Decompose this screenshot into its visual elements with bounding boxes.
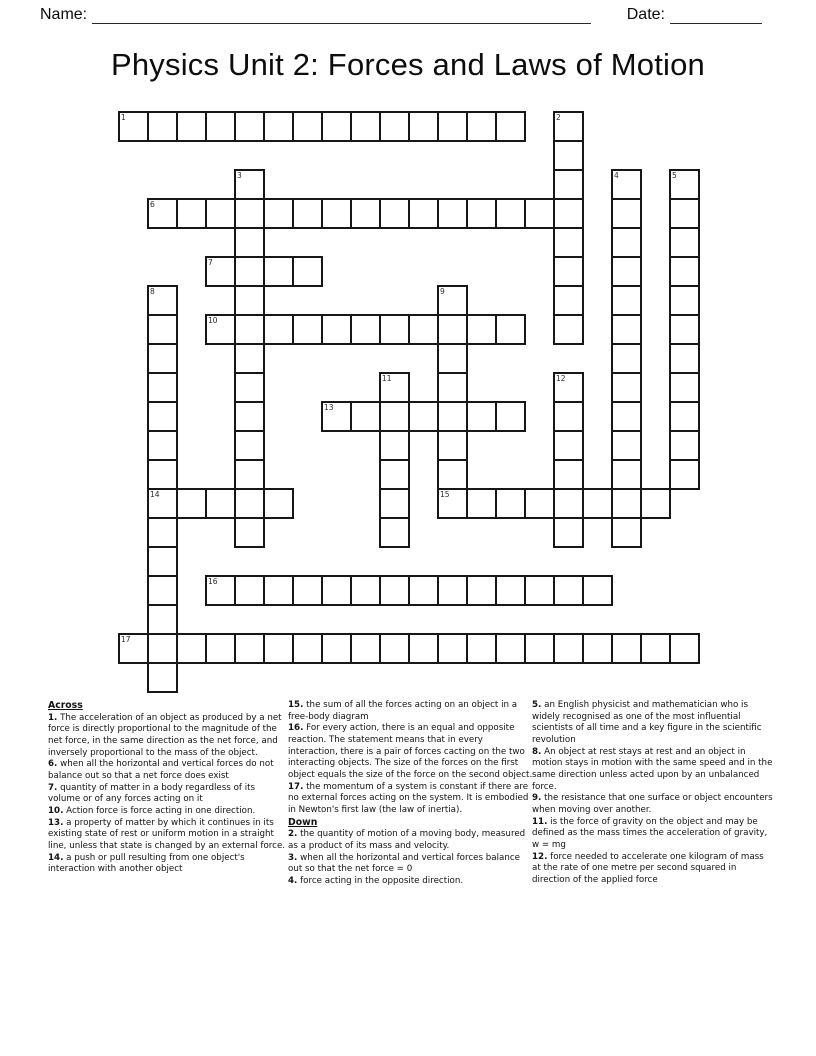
clue-number-label: 9. <box>532 793 542 804</box>
clue-1: 1. The acceleration of an object as produced by a net force is directly proportional to the magnitude of the net force, in the same direction as the net force, and inversely proportional to the mass of the object. <box>48 712 282 758</box>
clue-number-label: 10. <box>48 805 64 816</box>
crossword-cell[interactable] <box>669 256 700 287</box>
crossword-cell[interactable] <box>495 198 526 229</box>
crossword-cell[interactable] <box>495 314 526 345</box>
crossword-cell[interactable] <box>611 256 642 287</box>
crossword-cell[interactable] <box>147 488 178 519</box>
crossword-cell[interactable] <box>611 198 642 229</box>
crossword-cell[interactable] <box>437 198 468 229</box>
crossword-cell[interactable] <box>147 633 178 664</box>
crossword-cell[interactable] <box>466 198 497 229</box>
crossword-cell[interactable] <box>669 343 700 374</box>
crossword-cell[interactable] <box>553 430 584 461</box>
crossword-cell[interactable] <box>205 111 236 142</box>
crossword-cell[interactable] <box>466 575 497 606</box>
clue-4: 4. force acting in the opposite direction. <box>288 875 464 886</box>
crossword-cell[interactable] <box>611 227 642 258</box>
clue-17: 17. the momentum of a system is constant if there are no external forces acting on the system. It is embodied in Newton's first law (the law of inertia). <box>288 781 529 815</box>
crossword-cell[interactable] <box>437 372 468 403</box>
clue-number-label: 5. <box>532 700 542 710</box>
crossword-cell[interactable] <box>611 459 642 490</box>
crossword-cell[interactable] <box>321 111 352 142</box>
crossword-cell[interactable] <box>524 575 555 606</box>
crossword-cell[interactable] <box>553 401 584 432</box>
crossword-cell[interactable] <box>147 285 178 316</box>
cell-clue-number: 1 <box>121 113 126 122</box>
crossword-cell[interactable] <box>437 488 468 519</box>
crossword-cell[interactable] <box>553 372 584 403</box>
crossword-cell[interactable] <box>205 488 236 519</box>
cell-clue-number: 4 <box>614 171 619 180</box>
crossword-cell[interactable] <box>524 633 555 664</box>
clue-number-label: 14. <box>48 852 64 863</box>
crossword-cell[interactable] <box>118 633 149 664</box>
crossword-cell[interactable] <box>669 430 700 461</box>
crossword-cell[interactable] <box>234 314 265 345</box>
crossword-cell[interactable] <box>205 256 236 287</box>
crossword-cell[interactable] <box>234 169 265 200</box>
crossword-cell[interactable] <box>437 343 468 374</box>
crossword-cell[interactable] <box>495 633 526 664</box>
crossword-cell[interactable] <box>408 111 439 142</box>
clue-11: 11. is the force of gravity on the object and may be defined as the mass times the acceleration of gravity, w = mg <box>532 816 768 850</box>
crossword-cell[interactable] <box>669 314 700 345</box>
date-label: Date: <box>626 6 665 23</box>
clue-number-label: 2. <box>288 829 298 840</box>
clue-6: 6. when all the horizontal and vertical forces do not balance out so that a net force does exist <box>48 759 274 781</box>
crossword-cell[interactable] <box>553 111 584 142</box>
crossword-cell[interactable] <box>437 459 468 490</box>
crossword-grid <box>118 111 700 693</box>
cell-clue-number: 11 <box>382 374 392 383</box>
crossword-cell[interactable] <box>176 111 207 142</box>
crossword-cell[interactable] <box>582 633 613 664</box>
crossword-cell[interactable] <box>234 285 265 316</box>
crossword-cell[interactable] <box>234 459 265 490</box>
crossword-cell[interactable] <box>147 517 178 548</box>
clue-number-label: 13. <box>48 817 64 828</box>
clue-13: 13. a property of matter by which it continues in its existing state of rest or uniform motion in a straight line, unless that state is changed by an external force. <box>48 817 286 851</box>
clue-number-label: 6. <box>48 759 58 770</box>
crossword-cell[interactable] <box>263 256 294 287</box>
crossword-cell[interactable] <box>466 111 497 142</box>
crossword-cell[interactable] <box>147 459 178 490</box>
crossword-cell[interactable] <box>437 575 468 606</box>
crossword-cell[interactable] <box>553 488 584 519</box>
crossword-cell[interactable] <box>495 488 526 519</box>
crossword-cell[interactable] <box>379 314 410 345</box>
clue-number-label: 12. <box>532 851 548 862</box>
crossword-cell[interactable] <box>292 575 323 606</box>
crossword-cell[interactable] <box>292 633 323 664</box>
crossword-cell[interactable] <box>263 633 294 664</box>
crossword-cell[interactable] <box>234 517 265 548</box>
crossword-cell[interactable] <box>263 314 294 345</box>
crossword-cell[interactable] <box>437 401 468 432</box>
crossword-cell[interactable] <box>553 140 584 171</box>
crossword-cell[interactable] <box>553 227 584 258</box>
clue-number-label: 4. <box>288 875 298 886</box>
cell-clue-number: 7 <box>208 258 213 267</box>
clue-14: 14. a push or pull resulting from one object's interaction with another object <box>48 852 245 875</box>
clue-number-label: 16. <box>288 723 304 734</box>
cell-clue-number: 17 <box>121 635 131 644</box>
crossword-cell[interactable] <box>118 111 149 142</box>
crossword-cell[interactable] <box>350 198 381 229</box>
crossword-cell[interactable] <box>350 401 381 432</box>
crossword-cell[interactable] <box>553 633 584 664</box>
crossword-cell[interactable] <box>350 633 381 664</box>
crossword-cell[interactable] <box>553 169 584 200</box>
crossword-cell[interactable] <box>611 430 642 461</box>
clue-12: 12. force needed to accelerate one kilogram of mass at the rate of one metre per second squared in direction of the applied force <box>532 851 764 885</box>
crossword-cell[interactable] <box>176 198 207 229</box>
crossword-cell[interactable] <box>234 430 265 461</box>
crossword-cell[interactable] <box>379 372 410 403</box>
crossword-cell[interactable] <box>611 285 642 316</box>
crossword-cell[interactable] <box>263 198 294 229</box>
crossword-cell[interactable] <box>379 575 410 606</box>
crossword-cell[interactable] <box>553 459 584 490</box>
crossword-cell[interactable] <box>234 401 265 432</box>
crossword-cell[interactable] <box>234 111 265 142</box>
crossword-cell[interactable] <box>553 198 584 229</box>
crossword-cell[interactable] <box>466 314 497 345</box>
crossword-cell[interactable] <box>147 198 178 229</box>
clue-number-label: 1. <box>48 712 58 723</box>
crossword-cell[interactable] <box>611 314 642 345</box>
crossword-cell[interactable] <box>321 198 352 229</box>
crossword-cell[interactable] <box>379 430 410 461</box>
crossword-cell[interactable] <box>205 314 236 345</box>
crossword-cell[interactable] <box>524 198 555 229</box>
crossword-cell[interactable] <box>147 314 178 345</box>
clue-5: 5. an English physicist and mathematician who is widely recognised as one of the most influential scientists of all time and a key figure in the scientific revolution <box>532 700 762 745</box>
crossword-cell[interactable] <box>669 285 700 316</box>
crossword-cell[interactable] <box>176 488 207 519</box>
clue-number-label: 3. <box>288 852 298 863</box>
down-clues-header: Down <box>288 816 318 828</box>
crossword-cell[interactable] <box>611 488 642 519</box>
crossword-cell[interactable] <box>582 488 613 519</box>
name-date-row <box>40 5 762 24</box>
crossword-cell[interactable] <box>553 256 584 287</box>
crossword-cell[interactable] <box>205 633 236 664</box>
cell-clue-number: 15 <box>440 490 450 499</box>
crossword-cell[interactable] <box>669 401 700 432</box>
crossword-cell[interactable] <box>669 633 700 664</box>
clues-column-3 <box>532 700 775 887</box>
crossword-cell[interactable] <box>466 401 497 432</box>
crossword-cell[interactable] <box>379 111 410 142</box>
clue-number-label: 7. <box>48 782 58 793</box>
crossword-cell[interactable] <box>205 198 236 229</box>
clue-8: 8. An object at rest stays at rest and an object in motion stays in motion with the same speed and in the same direction unless acted upon by an unbalanced force. <box>532 746 773 792</box>
crossword-cell[interactable] <box>582 575 613 606</box>
cell-clue-number: 6 <box>150 200 155 209</box>
crossword-cell[interactable] <box>234 372 265 403</box>
crossword-cell[interactable] <box>176 633 207 664</box>
crossword-cell[interactable] <box>147 372 178 403</box>
crossword-cell[interactable] <box>147 401 178 432</box>
crossword-cell[interactable] <box>408 314 439 345</box>
crossword-cell[interactable] <box>466 488 497 519</box>
crossword-cell[interactable] <box>379 517 410 548</box>
name-blank-line[interactable] <box>92 6 591 24</box>
crossword-cell[interactable] <box>263 111 294 142</box>
crossword-cell[interactable] <box>611 401 642 432</box>
cell-clue-number: 8 <box>150 287 155 296</box>
clue-number-label: 11. <box>532 816 548 827</box>
crossword-cell[interactable] <box>292 256 323 287</box>
crossword-cell[interactable] <box>495 111 526 142</box>
crossword-cell[interactable] <box>292 111 323 142</box>
crossword-cell[interactable] <box>669 227 700 258</box>
cell-clue-number: 12 <box>556 374 566 383</box>
cell-clue-number: 16 <box>208 577 218 586</box>
crossword-cell[interactable] <box>640 633 671 664</box>
crossword-cell[interactable] <box>495 401 526 432</box>
crossword-cell[interactable] <box>669 372 700 403</box>
crossword-cell[interactable] <box>234 256 265 287</box>
crossword-cell[interactable] <box>669 169 700 200</box>
crossword-cell[interactable] <box>321 633 352 664</box>
crossword-cell[interactable] <box>466 633 497 664</box>
clue-number-label: 17. <box>288 781 304 792</box>
crossword-cell[interactable] <box>379 198 410 229</box>
crossword-cell[interactable] <box>408 401 439 432</box>
crossword-cell[interactable] <box>408 575 439 606</box>
page-title: Physics Unit 2: Forces and Laws of Motion <box>110 47 705 82</box>
clue-number-label: 8. <box>532 746 542 757</box>
crossword-cell[interactable] <box>234 198 265 229</box>
cell-clue-number: 14 <box>150 490 160 499</box>
cell-clue-number: 3 <box>237 171 242 180</box>
crossword-cell[interactable] <box>263 488 294 519</box>
date-blank-line[interactable] <box>670 6 762 24</box>
crossword-cell[interactable] <box>147 111 178 142</box>
crossword-cell[interactable] <box>611 372 642 403</box>
crossword-cell[interactable] <box>553 314 584 345</box>
crossword-cell[interactable] <box>379 488 410 519</box>
crossword-cell[interactable] <box>379 633 410 664</box>
crossword-cell[interactable] <box>234 488 265 519</box>
crossword-cell[interactable] <box>379 459 410 490</box>
crossword-cell[interactable] <box>408 198 439 229</box>
crossword-cell[interactable] <box>350 314 381 345</box>
crossword-cell[interactable] <box>495 575 526 606</box>
clue-number-label: 15. <box>288 700 304 710</box>
cell-clue-number: 9 <box>440 287 445 296</box>
crossword-cell[interactable] <box>611 517 642 548</box>
crossword-cell[interactable] <box>234 575 265 606</box>
crossword-cell[interactable] <box>408 633 439 664</box>
cell-clue-number: 10 <box>208 316 218 325</box>
crossword-cell[interactable] <box>379 401 410 432</box>
crossword-cell[interactable] <box>437 111 468 142</box>
crossword-cell[interactable] <box>292 198 323 229</box>
crossword-cell[interactable] <box>524 488 555 519</box>
clue-2: 2. the quantity of motion of a moving body, measured as a product of its mass and velocity. <box>288 829 526 851</box>
crossword-cell[interactable] <box>147 546 178 577</box>
clue-7: 7. quantity of matter in a body regardless of its volume or of any forces acting on it <box>48 782 256 805</box>
crossword-cell[interactable] <box>321 401 352 432</box>
cell-clue-number: 13 <box>324 403 334 412</box>
crossword-cell[interactable] <box>147 604 178 635</box>
crossword-cell[interactable] <box>350 575 381 606</box>
crossword-cell[interactable] <box>553 575 584 606</box>
crossword-cell[interactable] <box>147 430 178 461</box>
crossword-cell[interactable] <box>234 227 265 258</box>
clue-10: 10. Action force is force acting in one direction. <box>48 805 256 816</box>
crossword-cell[interactable] <box>292 314 323 345</box>
crossword-cell[interactable] <box>147 575 178 606</box>
crossword-cell[interactable] <box>437 430 468 461</box>
crossword-cell[interactable] <box>669 459 700 490</box>
cell-clue-number: 5 <box>672 171 677 180</box>
crossword-cell[interactable] <box>611 169 642 200</box>
crossword-cell[interactable] <box>437 314 468 345</box>
crossword-cell[interactable] <box>234 633 265 664</box>
crossword-cell[interactable] <box>147 343 178 374</box>
clue-16: 16. For every action, there is an equal and opposite reaction. The statement means that in every interaction, there is a pair of forces cacting on the two interacting objects. The size of the forces on the first object equals the size of the force on the second object. <box>288 723 533 780</box>
cell-clue-number: 2 <box>556 113 561 122</box>
crossword-cell[interactable] <box>437 633 468 664</box>
crossword-cell[interactable] <box>611 343 642 374</box>
crossword-cell[interactable] <box>350 111 381 142</box>
crossword-cell[interactable] <box>234 343 265 374</box>
clues-column-2 <box>288 700 534 888</box>
crossword-cell[interactable] <box>321 314 352 345</box>
clue-3: 3. when all the horizontal and vertical forces balance out so that the net force = 0 <box>288 852 520 875</box>
clues-column-1 <box>48 700 286 876</box>
crossword-cell[interactable] <box>437 285 468 316</box>
crossword-cell[interactable] <box>640 488 671 519</box>
crossword-cell[interactable] <box>611 633 642 664</box>
clue-15: 15. the sum of all the forces acting on an object in a free-body diagram <box>288 700 518 722</box>
crossword-cell[interactable] <box>147 662 178 693</box>
across-clues-header: Across <box>48 700 83 711</box>
crossword-cell[interactable] <box>553 517 584 548</box>
crossword-cell[interactable] <box>263 575 294 606</box>
name-label: Name: <box>40 6 88 23</box>
crossword-cell[interactable] <box>553 285 584 316</box>
crossword-cell[interactable] <box>321 575 352 606</box>
clue-9: 9. the resistance that one surface or object encounters when moving over another. <box>532 793 773 815</box>
crossword-cell[interactable] <box>669 198 700 229</box>
crossword-cell[interactable] <box>205 575 236 606</box>
